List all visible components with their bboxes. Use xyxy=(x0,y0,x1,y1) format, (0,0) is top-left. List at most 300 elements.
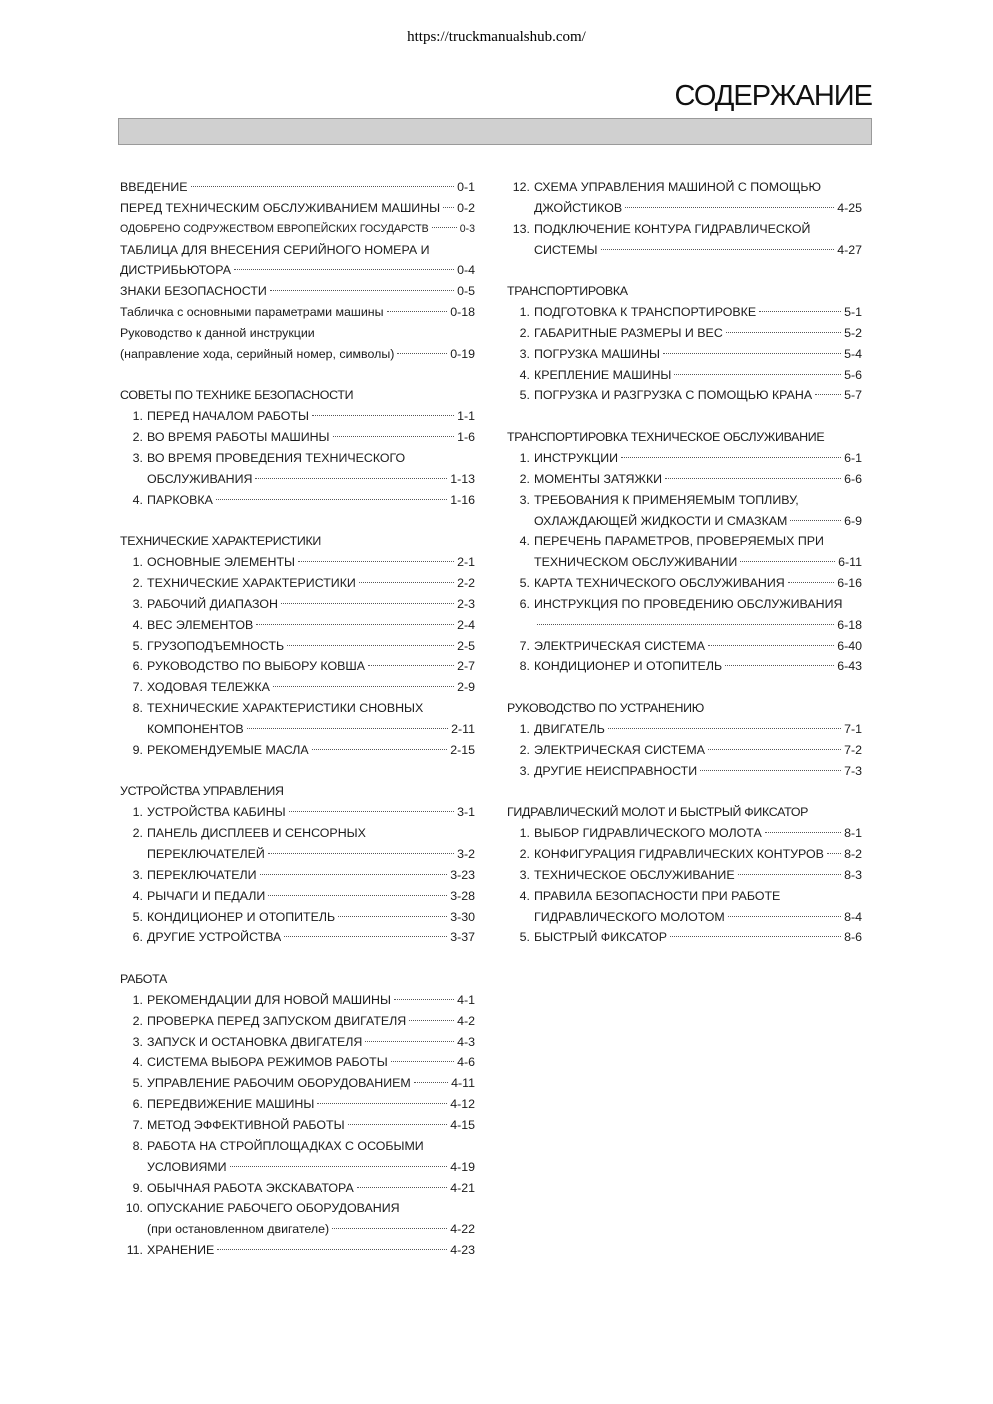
toc-page-number: 2-5 xyxy=(457,638,475,653)
toc-entry-number: 4. xyxy=(519,888,530,903)
toc-entry[interactable] xyxy=(120,198,475,219)
section-heading: УСТРОЙСТВА УПРАВЛЕНИЯ xyxy=(120,784,284,799)
dot-leader xyxy=(359,582,454,583)
toc-entry[interactable] xyxy=(507,740,862,761)
dot-leader xyxy=(247,728,448,729)
toc-entry-text: УСЛОВИЯМИ xyxy=(147,1159,227,1174)
section-gap xyxy=(120,761,475,782)
dot-leader xyxy=(289,811,454,812)
toc-entry-text: КАРТА ТЕХНИЧЕСКОГО ОБСЛУЖИВАНИЯ xyxy=(534,576,785,591)
dot-leader xyxy=(273,686,454,687)
toc-entry[interactable] xyxy=(120,1094,475,1115)
toc-entry[interactable] xyxy=(120,323,475,365)
toc-entry-number: 3. xyxy=(132,596,143,611)
toc-entry[interactable] xyxy=(120,1240,475,1261)
toc-entry-text: ИНСТРУКЦИИ xyxy=(534,450,619,465)
toc-entry-number: 4. xyxy=(132,1055,143,1070)
toc-entry-number: 3. xyxy=(132,867,143,882)
toc-entry-text: МЕТОД ЭФФЕКТИВНОЙ РАБОТЫ xyxy=(147,1117,345,1132)
toc-entry-text: ОПУСКАНИЕ РАБОЧЕГО ОБОРУДОВАНИЯ xyxy=(147,1201,400,1216)
toc-entry-text: ПОДГОТОВКА К ТРАНСПОРТИРОВКЕ xyxy=(534,305,757,320)
toc-entry-text: РАБОТА НА СТРОЙПЛОЩАДКАХ С ОСОБЫМИ xyxy=(147,1138,424,1153)
dot-leader xyxy=(391,1061,454,1062)
toc-entry-text: ПАНЕЛЬ ДИСПЛЕЕВ И СЕНСОРНЫХ xyxy=(147,826,366,841)
toc-entry-line xyxy=(507,177,862,198)
toc-entry-number: 2. xyxy=(132,1013,143,1028)
toc-page-number: 6-16 xyxy=(837,576,862,591)
toc-entry[interactable] xyxy=(120,490,475,511)
toc-entry[interactable] xyxy=(507,323,862,344)
toc-page-number: 8-1 xyxy=(844,826,862,841)
toc-entry-text: ПРАВИЛА БЕЗОПАСНОСТИ ПРИ РАБОТЕ xyxy=(534,888,781,903)
section-heading: РУКОВОДСТВО ПО УСТРАНЕНИЮ xyxy=(507,701,704,716)
toc-entry-number: 9. xyxy=(132,742,143,757)
toc-entry-text: ДЖОЙСТИКОВ xyxy=(534,200,623,215)
toc-entry[interactable] xyxy=(120,427,475,448)
toc-entry-number: 4. xyxy=(132,888,143,903)
toc-entry-text: ВО ВРЕМЯ РАБОТЫ МАШИНЫ xyxy=(147,430,330,445)
toc-entry-text: ЭЛЕКТРИЧЕСКАЯ СИСТЕМА xyxy=(534,638,705,653)
toc-entry-line xyxy=(120,552,475,573)
section-gap xyxy=(120,511,475,532)
toc-entry-line xyxy=(120,240,475,261)
toc-entry[interactable] xyxy=(507,385,862,406)
toc-entry[interactable] xyxy=(120,698,475,740)
toc-entry-line xyxy=(120,594,475,615)
toc-entry-number: 2. xyxy=(519,325,530,340)
toc-entry-number: 5. xyxy=(519,388,530,403)
dot-leader xyxy=(601,249,835,250)
toc-entry-text: ЗНАКИ БЕЗОПАСНОСТИ xyxy=(120,284,267,299)
dot-leader xyxy=(332,1228,447,1229)
toc-page-number: 2-7 xyxy=(457,659,475,674)
toc-page-number: 5-1 xyxy=(844,305,862,320)
toc-page-number: 6-9 xyxy=(844,513,862,528)
toc-entry-line xyxy=(120,927,475,948)
dot-leader xyxy=(738,874,841,875)
toc-page-number: 1-13 xyxy=(450,471,475,486)
toc-page-number: 7-3 xyxy=(844,763,862,778)
toc-page-number: 4-1 xyxy=(457,992,475,1007)
toc-entry-line xyxy=(507,385,862,406)
toc-entry-number: 12. xyxy=(512,180,530,194)
dot-leader xyxy=(368,665,454,666)
toc-entry[interactable] xyxy=(507,219,862,261)
toc-entry[interactable] xyxy=(507,469,862,490)
toc-entry[interactable] xyxy=(120,552,475,573)
toc-entry-line xyxy=(507,740,862,761)
toc-entry-line xyxy=(120,1032,475,1053)
toc-right-column xyxy=(507,177,862,948)
toc-page-number: 4-22 xyxy=(450,1222,475,1237)
toc-entry-number: 3. xyxy=(519,492,530,507)
toc-entry-number: 1. xyxy=(519,450,530,465)
toc-entry-text: ПЕРЕДВИЖЕНИЕ МАШИНЫ xyxy=(147,1097,315,1112)
toc-entry-number: 4. xyxy=(519,534,530,549)
toc-entry[interactable] xyxy=(507,886,862,928)
toc-entry-line xyxy=(507,636,862,657)
toc-entry-line xyxy=(507,552,862,573)
section-heading: СОВЕТЫ ПО ТЕХНИКЕ БЕЗОПАСНОСТИ xyxy=(120,388,354,403)
dot-leader xyxy=(414,1082,448,1083)
toc-entry-line xyxy=(507,823,862,844)
toc-entry[interactable] xyxy=(120,1052,475,1073)
toc-entry-text: КОНФИГУРАЦИЯ ГИДРАВЛИЧЕСКИХ КОНТУРОВ xyxy=(534,847,824,861)
toc-entry-line xyxy=(120,1157,475,1178)
toc-entry-number: 7. xyxy=(132,1117,143,1132)
toc-entry-line xyxy=(120,823,475,844)
toc-entry-text: ТАБЛИЦА ДЛЯ ВНЕСЕНИЯ СЕРИЙНОГО НОМЕРА И xyxy=(120,242,430,257)
toc-entry[interactable] xyxy=(120,219,475,240)
toc-entry[interactable] xyxy=(507,636,862,657)
toc-entry-text: ТЕХНИЧЕСКОЕ ОБСЛУЖИВАНИЕ xyxy=(534,867,735,882)
toc-entry[interactable] xyxy=(120,907,475,928)
toc-entry[interactable] xyxy=(507,823,862,844)
toc-page-number: 6-11 xyxy=(838,555,862,570)
section-heading: ТРАНСПОРТИРОВКА ТЕХНИЧЕСКОЕ ОБСЛУЖИВАНИЕ xyxy=(507,430,825,445)
toc-entry[interactable] xyxy=(120,636,475,657)
dot-leader xyxy=(827,853,841,854)
toc-entry-text: ГАБАРИТНЫЕ РАЗМЕРЫ И ВЕС xyxy=(534,325,723,340)
toc-entry-text: МОМЕНТЫ ЗАТЯЖКИ xyxy=(534,471,663,486)
toc-entry-number: 1. xyxy=(519,305,530,320)
section-heading: ТЕХНИЧЕСКИЕ ХАРАКТЕРИСТИКИ xyxy=(120,534,322,549)
toc-page-number: 8-3 xyxy=(844,867,862,882)
toc-entry[interactable] xyxy=(507,365,862,386)
toc-entry-line xyxy=(507,323,862,344)
toc-entry-text: ПОДКЛЮЧЕНИЕ КОНТУРА ГИДРАВЛИЧЕСКОЙ xyxy=(534,221,811,236)
dot-leader xyxy=(621,457,841,458)
toc-page-number: 2-11 xyxy=(451,721,475,736)
toc-entry[interactable] xyxy=(507,344,862,365)
section-gap xyxy=(507,406,862,427)
dot-leader xyxy=(298,561,454,562)
dot-leader xyxy=(432,227,457,228)
toc-entry-line xyxy=(120,677,475,698)
toc-entry[interactable] xyxy=(120,1011,475,1032)
toc-entry-text: ПЕРЕКЛЮЧАТЕЛЕЙ xyxy=(147,847,265,861)
toc-page-number: 2-15 xyxy=(450,742,475,757)
toc-entry-number: 7. xyxy=(132,680,143,695)
toc-entry-number: 5. xyxy=(519,930,530,945)
toc-entry[interactable] xyxy=(120,865,475,886)
toc-entry-line xyxy=(120,1115,475,1136)
toc-entry-line xyxy=(507,302,862,323)
section-gap xyxy=(507,781,862,802)
dot-leader xyxy=(333,436,455,437)
toc-page-number: 0-3 xyxy=(459,222,475,235)
section-gap xyxy=(120,365,475,386)
toc-page-number: 8-2 xyxy=(844,847,862,861)
toc-entry-line xyxy=(120,1178,475,1199)
toc-entry[interactable] xyxy=(120,177,475,198)
toc-entry-text: КОМПОНЕНТОВ xyxy=(147,721,244,736)
toc-entry-text: УСТРОЙСТВА КАБИНЫ xyxy=(147,805,286,820)
dot-leader xyxy=(409,1020,454,1021)
toc-entry-line xyxy=(120,469,475,490)
toc-entry[interactable] xyxy=(120,1178,475,1199)
toc-entry[interactable] xyxy=(120,823,475,865)
toc-entry-line xyxy=(120,886,475,907)
toc-entry-number: 4. xyxy=(519,367,530,382)
toc-page-number: 3-30 xyxy=(450,909,475,924)
toc-entry-line xyxy=(507,719,862,740)
toc-entry[interactable] xyxy=(120,406,475,427)
toc-entry[interactable] xyxy=(507,177,862,219)
toc-entry-text: СИСТЕМЫ xyxy=(534,242,598,257)
dot-leader xyxy=(394,999,454,1000)
toc-entry[interactable] xyxy=(507,448,862,469)
toc-entry-line xyxy=(120,844,475,865)
toc-entry-text: КОНДИЦИОНЕР И ОТОПИТЕЛЬ xyxy=(534,659,723,674)
toc-entry-text: РЕКОМЕНДАЦИИ ДЛЯ НОВОЙ МАШИНЫ xyxy=(147,992,391,1007)
toc-entry[interactable] xyxy=(120,677,475,698)
toc-entry-line xyxy=(507,844,862,865)
toc-page-number: 5-6 xyxy=(844,367,862,382)
dot-leader xyxy=(348,1124,448,1125)
toc-entry-line xyxy=(120,427,475,448)
dot-leader xyxy=(230,1166,448,1167)
toc-entry[interactable] xyxy=(120,886,475,907)
dot-leader xyxy=(191,186,455,187)
toc-page-number: 3-23 xyxy=(450,867,475,882)
toc-entry[interactable] xyxy=(507,531,862,573)
section-gap xyxy=(507,260,862,281)
toc-entry[interactable] xyxy=(120,1198,475,1240)
toc-entry[interactable] xyxy=(120,656,475,677)
dot-leader xyxy=(312,749,447,750)
toc-entry-number: 1. xyxy=(519,826,530,841)
toc-entry[interactable] xyxy=(120,573,475,594)
toc-entry-text: ТЕХНИЧЕСКИЕ ХАРАКТЕРИСТИКИ xyxy=(147,576,356,591)
toc-entry[interactable] xyxy=(507,865,862,886)
toc-entry[interactable] xyxy=(120,802,475,823)
dot-leader xyxy=(708,749,841,750)
dot-leader xyxy=(790,520,841,521)
toc-page-number: 2-2 xyxy=(457,576,475,591)
toc-entry-text: (при остановленном двигателе) xyxy=(147,1222,330,1237)
toc-entry-text: ОБЫЧНАЯ РАБОТА ЭКСКАВАТОРА xyxy=(147,1180,354,1195)
section-gap xyxy=(120,948,475,969)
toc-entry-number: 9. xyxy=(132,1180,143,1195)
section-heading: РАБОТА xyxy=(120,972,167,987)
dot-leader xyxy=(726,332,841,333)
toc-entry[interactable] xyxy=(120,240,475,282)
toc-page-number: 6-18 xyxy=(837,617,862,632)
dot-leader xyxy=(608,728,841,729)
toc-entry[interactable] xyxy=(120,740,475,761)
toc-page-number: 4-6 xyxy=(457,1055,475,1070)
toc-entry[interactable] xyxy=(120,927,475,948)
toc-entry-text: ГИДРАВЛИЧЕСКОГО МОЛОТОМ xyxy=(534,909,725,924)
toc-entry-line xyxy=(507,927,862,948)
toc-entry-number: 5. xyxy=(519,576,530,591)
toc-page-number: 4-12 xyxy=(450,1097,475,1112)
toc-page-number: 2-3 xyxy=(457,596,475,611)
toc-entry-line xyxy=(507,886,862,907)
toc-entry-line xyxy=(507,344,862,365)
toc-entry-number: 5. xyxy=(132,638,143,653)
toc-page-number: 5-2 xyxy=(844,325,862,340)
toc-entry-line xyxy=(120,198,475,219)
dot-leader xyxy=(256,624,454,625)
toc-entry-number: 3. xyxy=(519,346,530,361)
toc-entry-line xyxy=(507,531,862,552)
toc-entry[interactable] xyxy=(120,1136,475,1178)
toc-entry-line xyxy=(507,365,862,386)
toc-entry-line xyxy=(507,490,862,511)
toc-entry-line xyxy=(120,260,475,281)
toc-entry-line xyxy=(120,656,475,677)
toc-entry-line xyxy=(507,656,862,677)
toc-entry-line xyxy=(120,636,475,657)
dot-leader xyxy=(815,394,841,395)
toc-entry[interactable] xyxy=(507,719,862,740)
toc-entry-line xyxy=(507,448,862,469)
toc-entry-text: (направление хода, серийный номер, символы) xyxy=(120,346,395,361)
toc-entry-text: ПРОВЕРКА ПЕРЕД ЗАПУСКОМ ДВИГАТЕЛЯ xyxy=(147,1013,407,1028)
toc-entry-number: 1. xyxy=(132,409,143,424)
toc-page-number: 4-2 xyxy=(457,1013,475,1028)
dot-leader xyxy=(216,499,447,500)
toc-entry-text: ОДОБРЕНО СОДРУЖЕСТВОМ ЕВРОПЕЙСКИХ ГОСУДАРСТВ xyxy=(120,222,429,235)
toc-entry-line xyxy=(120,740,475,761)
toc-page-number: 5-4 xyxy=(844,346,862,361)
toc-entry-text: ИНСТРУКЦИЯ ПО ПРОВЕДЕНИЮ ОБСЛУЖИВАНИЯ xyxy=(534,596,843,611)
toc-entry-line xyxy=(507,907,862,928)
toc-entry-number: 8. xyxy=(132,701,143,716)
toc-entry[interactable] xyxy=(507,490,862,532)
toc-entry-text: ТЕХНИЧЕСКОМ ОБСЛУЖИВАНИИ xyxy=(534,555,738,570)
toc-entry-text: ОХЛАЖДАЮЩЕЙ ЖИДКОСТИ И СМАЗКАМ xyxy=(534,513,788,528)
toc-entry-number: 4. xyxy=(132,617,143,632)
toc-entry-text: ПАРКОВКА xyxy=(147,492,213,507)
toc-entry-number: 6. xyxy=(132,659,143,674)
toc-entry[interactable] xyxy=(507,844,862,865)
dot-leader xyxy=(759,311,841,312)
toc-entry-text: ТЕХНИЧЕСКИЕ ХАРАКТЕРИСТИКИ СНОВНЫХ xyxy=(147,701,424,716)
toc-entry[interactable] xyxy=(507,573,862,594)
toc-entry-text: ОБСЛУЖИВАНИЯ xyxy=(147,471,253,486)
toc-entry[interactable] xyxy=(507,656,862,677)
toc-entry-text: ВВЕДЕНИЕ xyxy=(120,180,188,194)
dot-leader xyxy=(788,582,834,583)
toc-entry-line xyxy=(507,469,862,490)
toc-entry[interactable] xyxy=(507,927,862,948)
toc-entry[interactable] xyxy=(120,302,475,323)
toc-entry-line xyxy=(120,1073,475,1094)
toc-entry-number: 8. xyxy=(519,659,530,674)
toc-page-number: 4-25 xyxy=(837,200,862,215)
dot-leader xyxy=(728,916,841,917)
toc-left-column xyxy=(120,177,475,1261)
toc-entry-number: 2. xyxy=(519,847,530,861)
page-title: СОДЕРЖАНИЕ xyxy=(674,80,872,112)
dot-leader xyxy=(700,770,841,771)
dot-leader xyxy=(255,478,447,479)
toc-page-number: 4-19 xyxy=(450,1159,475,1174)
toc-entry[interactable] xyxy=(120,448,475,490)
toc-entry-line xyxy=(120,1011,475,1032)
dot-leader xyxy=(663,353,841,354)
toc-page-number: 1-1 xyxy=(457,409,475,424)
toc-entry-text: ПОГРУЗКА МАШИНЫ xyxy=(534,346,661,361)
toc-entry[interactable] xyxy=(120,281,475,302)
dot-leader xyxy=(281,603,454,604)
toc-entry-line xyxy=(507,573,862,594)
toc-entry-text: РУКОВОДСТВО ПО ВЫБОРУ КОВША xyxy=(147,659,365,674)
toc-entry-text: ЗАПУСК И ОСТАНОВКА ДВИГАТЕЛЯ xyxy=(147,1034,363,1049)
toc-page-number: 3-37 xyxy=(450,930,475,945)
toc-entry-text: РАБОЧИЙ ДИАПАЗОН xyxy=(147,596,278,611)
toc-entry-line xyxy=(507,198,862,219)
toc-entry-line xyxy=(507,240,862,261)
toc-page-number: 4-3 xyxy=(457,1034,475,1049)
toc-entry-number: 6. xyxy=(132,930,143,945)
toc-entry-line xyxy=(507,219,862,240)
toc-entry-line xyxy=(507,511,862,532)
toc-entry-line xyxy=(120,1198,475,1219)
toc-entry-text: ПЕРЕД НАЧАЛОМ РАБОТЫ xyxy=(147,409,309,424)
toc-entry-text: ХОДОВАЯ ТЕЛЕЖКА xyxy=(147,680,270,695)
toc-entry-text: ДРУГИЕ НЕИСПРАВНОСТИ xyxy=(534,763,698,778)
toc-page-number: 4-27 xyxy=(837,242,862,257)
toc-entry[interactable] xyxy=(507,302,862,323)
toc-entry-text: КРЕПЛЕНИЕ МАШИНЫ xyxy=(534,367,672,382)
toc-entry-number: 2. xyxy=(132,826,143,841)
toc-page-number: 1-16 xyxy=(450,492,475,507)
toc-page-number: 2-4 xyxy=(457,617,475,632)
source-url: https://truckmanualshub.com/ xyxy=(407,29,586,45)
dot-leader xyxy=(397,353,447,354)
toc-entry-line xyxy=(120,698,475,719)
toc-entry[interactable] xyxy=(120,990,475,1011)
toc-entry-text: ВЕС ЭЛЕМЕНТОВ xyxy=(147,617,254,632)
dot-leader xyxy=(725,665,834,666)
toc-entry[interactable] xyxy=(120,1115,475,1136)
toc-entry-number: 2. xyxy=(132,576,143,591)
toc-entry-line xyxy=(507,761,862,782)
toc-entry-text: СИСТЕМА ВЫБОРА РЕЖИМОВ РАБОТЫ xyxy=(147,1055,388,1070)
toc-entry-text: ПОГРУЗКА И РАЗГРУЗКА С ПОМОЩЬЮ КРАНА xyxy=(534,388,813,403)
toc-page-number: 3-28 xyxy=(450,888,475,903)
toc-entry[interactable] xyxy=(120,1073,475,1094)
toc-entry[interactable] xyxy=(507,594,862,636)
dot-leader xyxy=(357,1187,447,1188)
toc-page-number: 8-6 xyxy=(844,930,862,945)
dot-leader xyxy=(665,478,841,479)
dot-leader xyxy=(260,874,448,875)
toc-page-number: 0-19 xyxy=(450,346,475,361)
toc-entry-text: СХЕМА УПРАВЛЕНИЯ МАШИНОЙ С ПОМОЩЬЮ xyxy=(534,180,821,194)
toc-entry-number: 3. xyxy=(132,1034,143,1049)
toc-entry-line xyxy=(120,302,475,323)
toc-entry-line xyxy=(120,1052,475,1073)
toc-entry[interactable] xyxy=(120,594,475,615)
toc-entry[interactable] xyxy=(507,761,862,782)
toc-entry-number: 2. xyxy=(132,430,143,445)
toc-page-number: 6-43 xyxy=(837,659,862,674)
toc-page-number: 0-18 xyxy=(450,305,475,320)
title-band xyxy=(118,118,872,145)
toc-entry-number: 5. xyxy=(132,909,143,924)
dot-leader xyxy=(674,374,841,375)
toc-entry-line xyxy=(120,406,475,427)
toc-entry[interactable] xyxy=(120,615,475,636)
toc-entry[interactable] xyxy=(120,1032,475,1053)
toc-entry-text: ДИСТРИБЬЮТОРА xyxy=(120,263,232,278)
toc-entry-line xyxy=(120,344,475,365)
